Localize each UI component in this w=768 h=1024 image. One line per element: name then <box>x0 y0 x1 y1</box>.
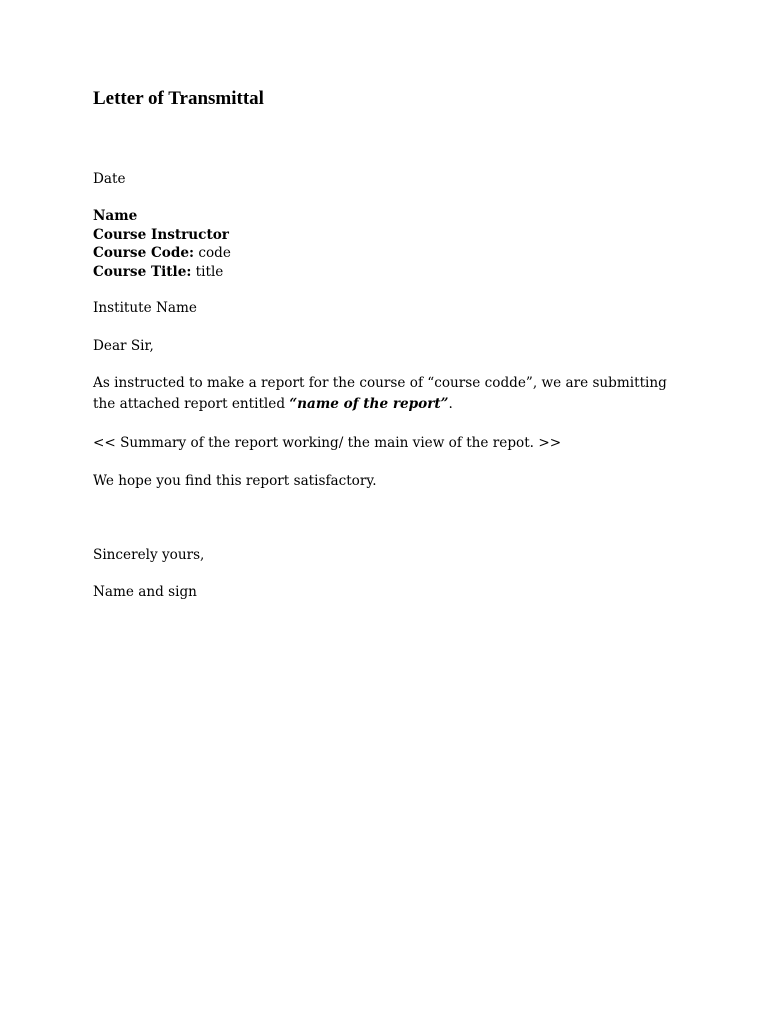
course-code-label: Course Code: <box>93 245 195 261</box>
course-code-value: code <box>194 245 231 261</box>
body-paragraph-line-1: As instructed to make a report for the course of “course codde”, we are submitting <box>93 375 667 391</box>
body-paragraph-prefix: the attached report entitled <box>93 396 290 412</box>
institute-name: Institute Name <box>93 300 197 316</box>
document-title: Letter of Transmittal <box>93 88 264 109</box>
summary-line: << Summary of the report working/ the main view of the repot. >> <box>93 435 562 451</box>
body-paragraph-suffix: . <box>448 396 453 412</box>
recipient-name: Name <box>93 208 138 224</box>
body-paragraph-line-2 <box>93 395 453 414</box>
course-code-line <box>93 244 231 263</box>
course-title-label: Course Title: <box>93 263 192 280</box>
course-title-line <box>93 263 223 282</box>
salutation: Dear Sir, <box>93 338 154 354</box>
closing-note: We hope you find this report satisfactory. <box>93 473 377 489</box>
signature: Name and sign <box>93 584 197 600</box>
course-title-value: title <box>191 263 224 280</box>
recipient-role: Course Instructor <box>93 226 229 243</box>
closing: Sincerely yours, <box>93 547 205 563</box>
report-name: “name of the report” <box>289 396 449 412</box>
date-line: Date <box>93 171 126 187</box>
